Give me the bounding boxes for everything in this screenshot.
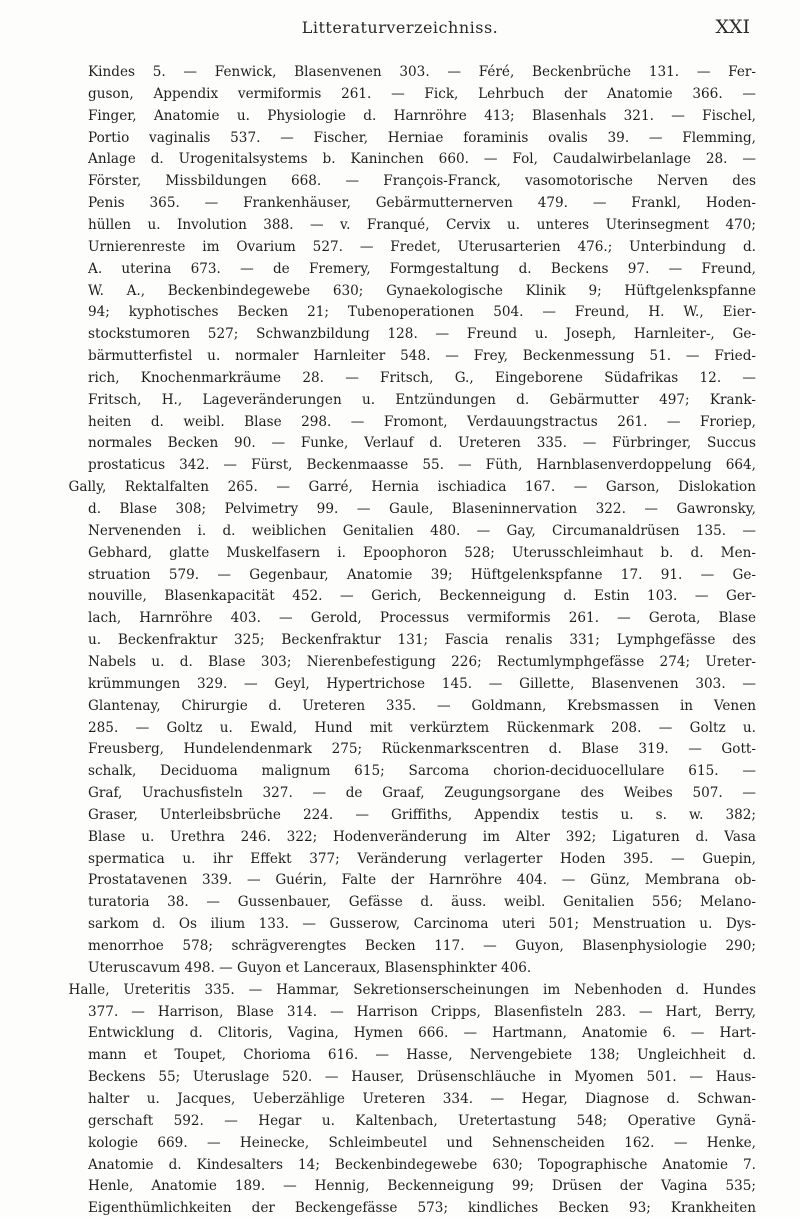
- bibliography-line-text: Kindes 5. — Fenwick, Blasenvenen 303. — Féré, Beckenbrüche 131. — Fer-: [88, 64, 756, 80]
- bibliography-line-text: Freusberg, Hundelendenmark 275; Rückenmarkscentren d. Blase 319. — Gott-: [88, 741, 756, 758]
- bibliography-line: [0, 300, 800, 324]
- bibliography-line: [0, 825, 800, 849]
- bibliography-line: [0, 956, 800, 980]
- bibliography-line-text: Gebhard, glatte Muskelfasern i. Epoophoron 528; Uterusschleimhaut b. d. Men-: [88, 544, 756, 561]
- bibliography-line-text: Halle, Ureteritis 335. — Hammar, Sekretionserscheinungen im Nebenhoden d. Hundes: [68, 981, 756, 998]
- bibliography-line: [0, 1065, 800, 1089]
- bibliography-line-text: Uteruscavum 498. — Guyon et Lanceraux, Blasensphinkter 406.: [88, 959, 532, 976]
- bibliography-line: [0, 759, 800, 783]
- bibliography-line: [0, 344, 800, 368]
- bibliography-line-text: Blase u. Urethra 246. 322; Hodenveränderung im Alter 392; Ligaturen d. Vasa: [88, 828, 756, 845]
- running-title: Litteraturverzeichniss.: [301, 18, 499, 37]
- bibliography-line: [0, 1109, 800, 1133]
- bibliography-line-text: Graser, Unterleibsbrüche 224. — Griffiths, Appendix testis u. s. w. 382;: [88, 806, 756, 823]
- bibliography-line-text: 94; kyphotisches Becken 21; Tubenoperationen 504. — Freund, H. W., Eier-: [88, 304, 756, 321]
- bibliography-line: [0, 410, 800, 434]
- bibliography-line: [0, 169, 800, 193]
- bibliography-line: [0, 475, 800, 499]
- bibliography-line-text: prostaticus 342. — Fürst, Beckenmaasse 55. — Füth, Harnblasenverdoppelung 664,: [88, 457, 756, 474]
- bibliography-line: [0, 868, 800, 892]
- bibliography-line: [0, 191, 800, 215]
- bibliography-line-text: Anatomie d. Kindesalters 14; Beckenbindegewebe 630; Topographische Anatomie 7.: [88, 1156, 756, 1173]
- bibliography-line: [0, 737, 800, 761]
- bibliography-line: [0, 628, 800, 652]
- bibliography-line: [0, 104, 800, 128]
- bibliography-line-text: Anlage d. Urogenitalsystems b. Kaninchen 660. — Fol, Caudalwirbelanlage 28. —: [88, 151, 756, 168]
- bibliography-line: [0, 453, 800, 477]
- bibliography-line-text: Beckens 55; Uteruslage 520. — Hauser, Drüsenschläuche in Myomen 501. — Haus-: [88, 1069, 756, 1086]
- bibliography-line-text: 377. — Harrison, Blase 314. — Harrison Cripps, Blasenfisteln 283. — Hart, Berry,: [88, 1003, 756, 1020]
- bibliography-line-text: Glantenay, Chirurgie d. Ureteren 335. — Goldmann, Krebsmassen in Venen: [88, 697, 756, 714]
- bibliography-line-text: Henle, Anatomie 189. — Hennig, Beckenneigung 99; Drüsen der Vagina 535;: [88, 1178, 756, 1195]
- bibliography-line-text: Fritsch, H., Lageveränderungen u. Entzündungen d. Gebärmutter 497; Krank-: [88, 391, 756, 408]
- bibliography-line-text: Prostatavenen 339. — Guérin, Falte der Harnröhre 404. — Günz, Membrana ob-: [88, 872, 756, 889]
- bibliography-line-text: krümmungen 329. — Geyl, Hypertrichose 145. — Gillette, Blasenvenen 303. —: [88, 675, 756, 692]
- bibliography-line-text: mann et Toupet, Chorioma 616. — Hasse, Nervengebiete 138; Ungleichheit d.: [88, 1047, 756, 1064]
- bibliography-line-text: Entwicklung d. Clitoris, Vagina, Hymen 666. — Hartmann, Anatomie 6. — Hart-: [88, 1025, 756, 1042]
- bibliography-line: [0, 694, 800, 718]
- bibliography-line-text: struation 579. — Gegenbaur, Anatomie 39; Hüftgelenkspfanne 17. 91. — Ge-: [88, 566, 756, 583]
- bibliography-line: [0, 366, 800, 390]
- bibliography-line: [0, 1153, 800, 1177]
- bibliography-line-text: Urnierenreste im Ovarium 527. — Fredet, Uterusarterien 476.; Unterbindung d.: [88, 238, 756, 255]
- bibliography-line: [0, 147, 800, 171]
- bibliography-line-text: spermatica u. ihr Effekt 377; Veränderung verlagerter Hoden 395. — Guepin,: [88, 850, 756, 867]
- bibliography-line-text: u. Beckenfraktur 325; Beckenfraktur 131; Fascia renalis 331; Lymphgefässe des: [88, 632, 756, 649]
- bibliography-line-text: sarkom d. Os ilium 133. — Gusserow, Carcinoma uteri 501; Menstruation u. Dys-: [88, 916, 756, 933]
- bibliography-line-text: lach, Harnröhre 403. — Gerold, Processus vermiformis 261. — Gerota, Blase: [88, 610, 756, 627]
- bibliography-line: [0, 257, 800, 281]
- bibliography-line-text: turatoria 38. — Gussenbauer, Gefässe d. äuss. weibl. Genitalien 556; Melano-: [88, 894, 756, 911]
- bibliography-line: [0, 213, 800, 237]
- bibliography-line: [0, 431, 800, 455]
- bibliography-line: [0, 912, 800, 936]
- bibliography-line: [0, 322, 800, 346]
- bibliography-line-text: guson, Appendix vermiformis 261. — Fick, Lehrbuch der Anatomie 366. —: [88, 85, 756, 102]
- bibliography-line-text: heiten d. weibl. Blase 298. — Fromont, Verdauungstractus 261. — Froriep,: [88, 413, 756, 430]
- bibliography-line-text: bärmutterfistel u. normaler Harnleiter 548. — Frey, Beckenmessung 51. — Fried-: [88, 348, 756, 365]
- bibliography-line: [0, 126, 800, 150]
- bibliography-line-text: menorrhoe 578; schrägverengtes Becken 117. — Guyon, Blasenphysiologie 290;: [88, 938, 756, 954]
- bibliography-line: [0, 934, 800, 958]
- bibliography-line-text: rich, Knochenmarkräume 28. — Fritsch, G., Eingeborene Südafrikas 12. —: [88, 369, 756, 386]
- bibliography-line: [0, 1131, 800, 1155]
- bibliography-line: [0, 1043, 800, 1067]
- bibliography-line-text: nouville, Blasenkapacität 452. — Gerich, Beckenneigung d. Estin 103. — Ger-: [88, 588, 756, 605]
- bibliography-line-text: 285. — Goltz u. Ewald, Hund mit verkürztem Rückenmark 208. — Goltz u.: [88, 719, 756, 736]
- bibliography-line: [0, 497, 800, 521]
- bibliography-line-text: W. A., Beckenbindegewebe 630; Gynaekologische Klinik 9; Hüftgelenkspfanne: [88, 282, 756, 299]
- bibliography-line-text: Finger, Anatomie u. Physiologie d. Harnröhre 413; Blasenhals 321. — Fischel,: [88, 107, 756, 124]
- bibliography-line-text: Penis 365. — Frankenhäuser, Gebärmutternerven 479. — Frankl, Hoden-: [88, 195, 756, 212]
- bibliography-line: [0, 541, 800, 565]
- bibliography-line: [0, 803, 800, 827]
- bibliography-line-text: stockstumoren 527; Schwanzbildung 128. — Freund u. Joseph, Harnleiter-, Ge-: [88, 326, 756, 343]
- bibliography-line: [0, 82, 800, 106]
- bibliography-line: [0, 235, 800, 259]
- bibliography-line-text: Eigenthümlichkeiten der Beckengefässe 573; kindliches Becken 93; Krankheiten: [88, 1200, 756, 1217]
- bibliography-line: [0, 1000, 800, 1024]
- bibliography-line-text: d. Blase 308; Pelvimetry 99. — Gaule, Blaseninnervation 322. — Gawronsky,: [88, 501, 756, 517]
- bibliography-line-text: halter u. Jacques, Ueberzählige Ureteren 334. — Hegar, Diagnose d. Schwan-: [88, 1090, 756, 1107]
- bibliography-line: [0, 781, 800, 805]
- bibliography-line: [0, 519, 800, 543]
- bibliography-line: [0, 279, 800, 303]
- bibliography-line-text: Gally, Rektalfalten 265. — Garré, Hernia ischiadica 167. — Garson, Dislokation: [68, 479, 756, 496]
- bibliography-line-text: hüllen u. Involution 388. — v. Franqué, Cervix u. unteres Uterinsegment 470;: [88, 216, 756, 233]
- bibliography-line: [0, 716, 800, 740]
- running-head: [0, 14, 800, 40]
- bibliography-line: [0, 388, 800, 412]
- bibliography-line: [0, 847, 800, 871]
- bibliography-line-text: schalk, Deciduoma malignum 615; Sarcoma chorion-deciduocellulare 615. —: [88, 763, 756, 780]
- bibliography-line-text: Nabels u. d. Blase 303; Nierenbefestigung 226; Rectumlymphgefässe 274; Ureter-: [88, 653, 756, 670]
- bibliography-line-text: gerschaft 592. — Hegar u. Kaltenbach, Uretertastung 548; Operative Gynä-: [88, 1112, 756, 1129]
- bibliography-line-text: Portio vaginalis 537. — Fischer, Herniae foraminis ovalis 39. — Flemming,: [88, 129, 756, 146]
- bibliography-line: [0, 890, 800, 914]
- bibliography-line: [0, 1174, 800, 1198]
- bibliography-line: [0, 650, 800, 674]
- bibliography-line-text: A. uterina 673. — de Fremery, Formgestaltung d. Beckens 97. — Freund,: [88, 260, 756, 277]
- bibliography-line: [0, 584, 800, 608]
- bibliography-line: [0, 563, 800, 587]
- bibliography-line: [0, 60, 800, 84]
- bibliography-line: [0, 672, 800, 696]
- bibliography-line: [0, 1087, 800, 1111]
- bibliography-line: [0, 978, 800, 1002]
- bibliography-line-text: Graf, Urachusfisteln 327. — de Graaf, Zeugungsorgane des Weibes 507. —: [88, 785, 756, 802]
- bibliography-line-text: normales Becken 90. — Funke, Verlauf d. Ureteren 335. — Fürbringer, Succus: [88, 435, 756, 452]
- bibliography-line: [0, 1196, 800, 1220]
- bibliography-line-text: kologie 669. — Heinecke, Schleimbeutel und Sehnenscheiden 162. — Henke,: [88, 1134, 756, 1151]
- bibliography-line: [0, 606, 800, 630]
- bibliography-line-text: Nervenenden i. d. weiblichen Genitalien 480. — Gay, Circumanaldrüsen 135. —: [88, 522, 756, 539]
- page-number: XXI: [715, 16, 750, 38]
- bibliography-line-text: Förster, Missbildungen 668. — François-Franck, vasomotorische Nerven des: [88, 173, 756, 190]
- bibliography-line: [0, 1021, 800, 1045]
